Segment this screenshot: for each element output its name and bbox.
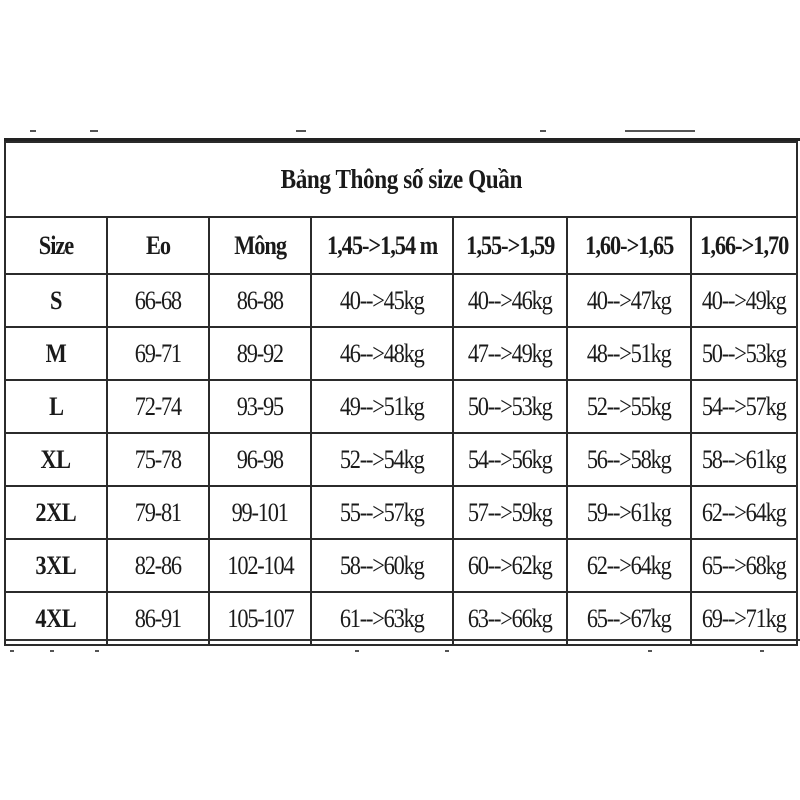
cell-weight-2: 47-->49kg xyxy=(453,327,567,380)
cell-hip: 89-92 xyxy=(209,327,311,380)
header-height-2: 1,55->1,59 xyxy=(453,217,567,274)
scan-artifact xyxy=(445,650,449,652)
cell-weight-2: 57-->59kg xyxy=(453,486,567,539)
cell-waist: 79-81 xyxy=(107,486,209,539)
scan-artifact xyxy=(10,650,14,652)
table-body xyxy=(5,274,797,645)
table-row xyxy=(5,380,797,433)
cell-weight-1: 46-->48kg xyxy=(311,327,453,380)
table-row xyxy=(5,327,797,380)
cell-weight-4: 54-->57kg xyxy=(691,380,797,433)
cell-weight-2: 63-->66kg xyxy=(453,592,567,645)
header-height-1: 1,45->1,54 m xyxy=(311,217,453,274)
cell-weight-1: 52-->54kg xyxy=(311,433,453,486)
cell-weight-4: 40-->49kg xyxy=(691,274,797,327)
scan-artifact xyxy=(296,130,306,132)
header-height-3: 1,60->1,65 xyxy=(567,217,691,274)
scan-artifact xyxy=(355,650,359,652)
cell-weight-2: 50-->53kg xyxy=(453,380,567,433)
cell-weight-4: 58-->61kg xyxy=(691,433,797,486)
cell-size: S xyxy=(5,274,107,327)
cell-waist: 86-91 xyxy=(107,592,209,645)
cell-weight-3: 40-->47kg xyxy=(567,274,691,327)
cell-weight-4: 65-->68kg xyxy=(691,539,797,592)
table-row xyxy=(5,433,797,486)
cell-hip: 93-95 xyxy=(209,380,311,433)
size-table-frame xyxy=(4,138,800,641)
cell-size: M xyxy=(5,327,107,380)
cell-weight-2: 60-->62kg xyxy=(453,539,567,592)
cell-waist: 66-68 xyxy=(107,274,209,327)
table-title-text: Bảng Thông số size Quần xyxy=(280,164,522,194)
header-waist: Eo xyxy=(107,217,209,274)
cell-hip: 102-104 xyxy=(209,539,311,592)
cell-weight-1: 61-->63kg xyxy=(311,592,453,645)
table-title xyxy=(5,142,797,217)
cell-weight-4: 50-->53kg xyxy=(691,327,797,380)
cell-waist: 69-71 xyxy=(107,327,209,380)
header-size: Size xyxy=(5,217,107,274)
cell-waist: 72-74 xyxy=(107,380,209,433)
header-height-4: 1,66->1,70 xyxy=(691,217,797,274)
scan-artifact xyxy=(540,130,546,132)
size-table xyxy=(4,141,798,646)
cell-weight-3: 65-->67kg xyxy=(567,592,691,645)
scan-artifact xyxy=(50,650,54,652)
cell-weight-2: 54-->56kg xyxy=(453,433,567,486)
cell-waist: 82-86 xyxy=(107,539,209,592)
cell-weight-3: 56-->58kg xyxy=(567,433,691,486)
cell-weight-1: 55-->57kg xyxy=(311,486,453,539)
cell-weight-3: 62-->64kg xyxy=(567,539,691,592)
cell-weight-1: 49-->51kg xyxy=(311,380,453,433)
cell-weight-3: 48-->51kg xyxy=(567,327,691,380)
table-row xyxy=(5,274,797,327)
cell-hip: 105-107 xyxy=(209,592,311,645)
title-row xyxy=(5,142,797,217)
scan-artifact xyxy=(95,650,99,652)
cell-size: L xyxy=(5,380,107,433)
header-row xyxy=(5,217,797,274)
cell-weight-1: 40-->45kg xyxy=(311,274,453,327)
cell-hip: 99-101 xyxy=(209,486,311,539)
scan-artifact xyxy=(30,130,36,132)
cell-weight-2: 40-->46kg xyxy=(453,274,567,327)
cell-hip: 96-98 xyxy=(209,433,311,486)
cell-size: 2XL xyxy=(5,486,107,539)
cell-weight-3: 52-->55kg xyxy=(567,380,691,433)
scan-artifact xyxy=(625,130,695,132)
cell-weight-1: 58-->60kg xyxy=(311,539,453,592)
cell-waist: 75-78 xyxy=(107,433,209,486)
cell-hip: 86-88 xyxy=(209,274,311,327)
table-row xyxy=(5,539,797,592)
cell-weight-3: 59-->61kg xyxy=(567,486,691,539)
scan-artifact xyxy=(90,130,98,132)
scan-artifact xyxy=(648,650,652,652)
cell-size: 3XL xyxy=(5,539,107,592)
cell-size: 4XL xyxy=(5,592,107,645)
scan-artifact xyxy=(760,650,764,652)
cell-size: XL xyxy=(5,433,107,486)
cell-weight-4: 69-->71kg xyxy=(691,592,797,645)
table-row xyxy=(5,592,797,645)
header-hip: Mông xyxy=(209,217,311,274)
table-row xyxy=(5,486,797,539)
cell-weight-4: 62-->64kg xyxy=(691,486,797,539)
